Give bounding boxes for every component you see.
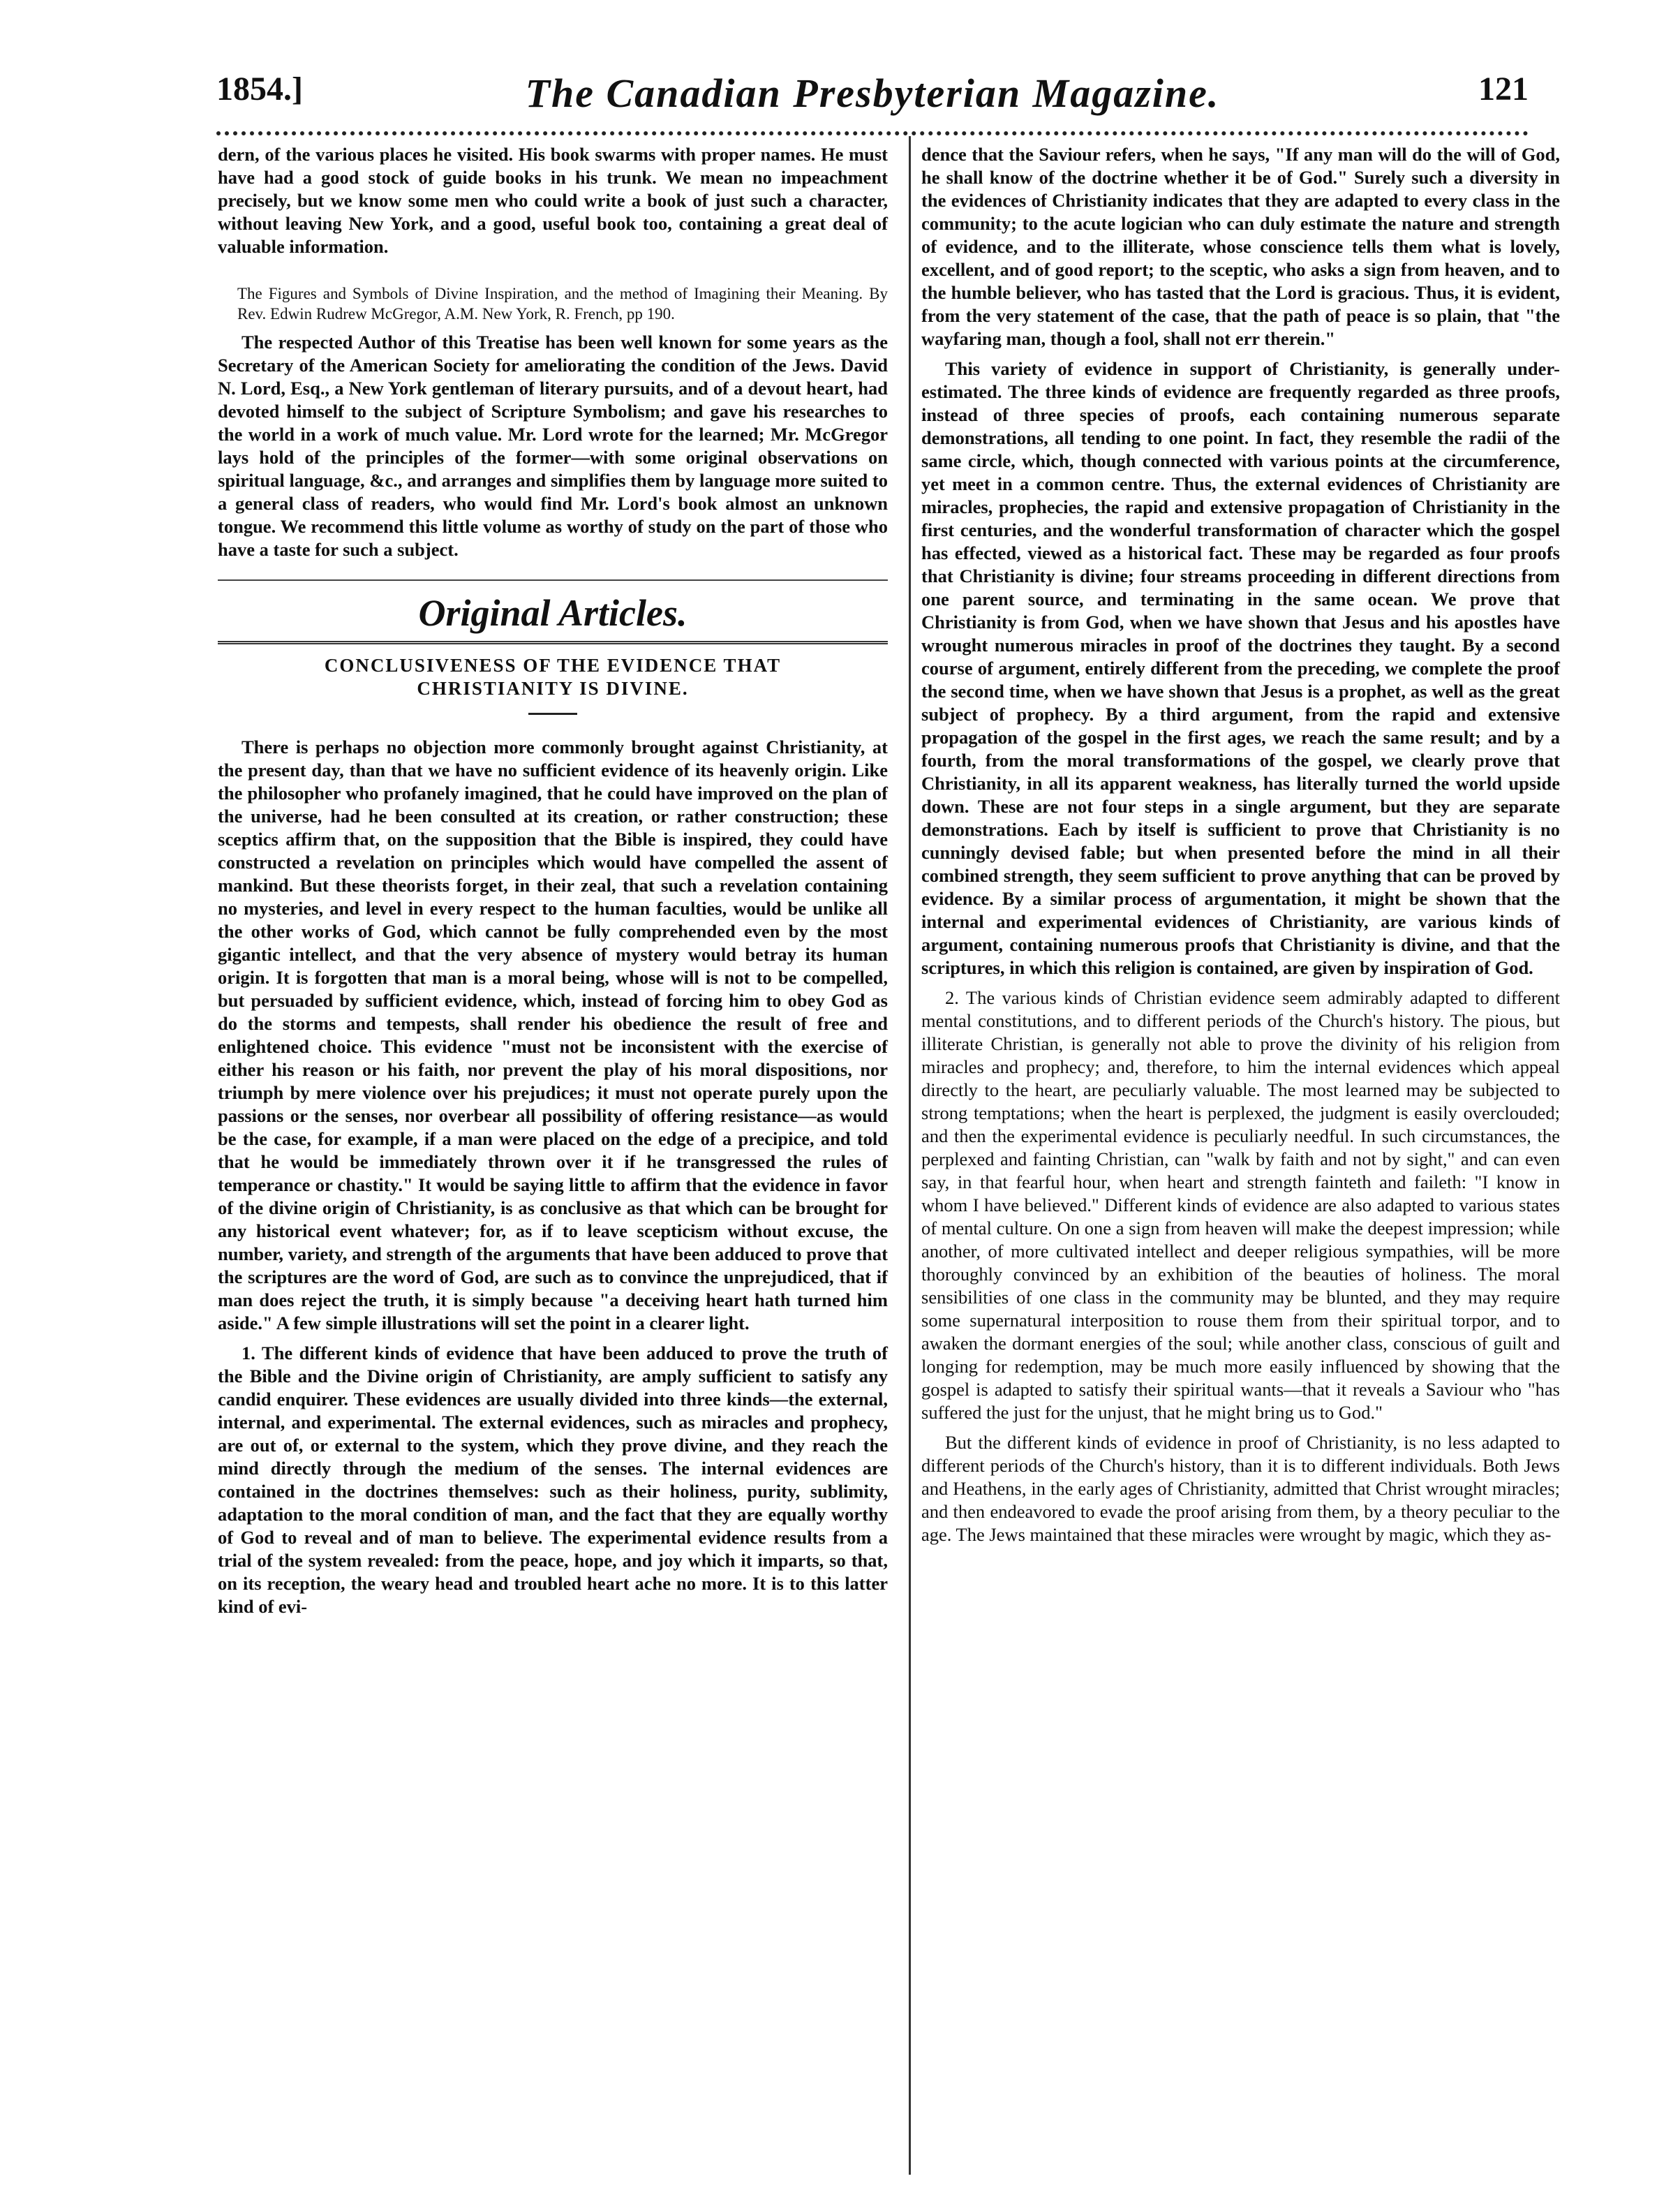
article-paragraph: 2. The various kinds of Christian evidence seem admirably adapted to different mental constitutions, and to different periods of the Church's history. The pious, but illiterate Christian, is generally not able to prove the divinity of his religion from miracles and prophecy; and, therefore, to him the internal evidences which appeal directly to the heart, are peculiarly valuable. The most learned may be subjected to strong temptations; when the heart is perplexed, the judgment is easily overclouded; and then the experimental evidence is peculiarly needful. In such circumstances, the perplexed and fainting Christian, can "walk by faith and not by sight," and can even say, in that fearful hour, when heart and strength fainteth and faileth: "I know in whom I have believed." Different kinds of evidence are also adapted to various states of mental culture. On one a sign from heaven will make the deepest impression; while another, of more cultivated intellect and deeper religious sympathies, will be more thoroughly convinced by an exhibition of the beauties of holiness. The moral sensibilities of one class in the community may be blunted, and they may require some supernatural interposition to rouse them from their spiritual torpor, and to awaken the dormant energies of the soul; while another class, conscious of guilt and longing for redemption, may be much more easily influenced by showing that the gospel is adapted to satisfy their spiritual wants—that it reveals a Saviour who "has suffered the just for the unjust, that he might bring us to God." [921, 987, 1560, 1423]
section-title: Original Articles. [418, 592, 687, 634]
left-column [218, 143, 888, 1625]
column-divider [909, 136, 911, 2175]
header-rule [216, 131, 1529, 135]
article-title: CONCLUSIVENESS OF THE EVIDENCE THAT CHRISTIANITY IS DIVINE. [324, 655, 782, 699]
intro-paragraph: dern, of the various places he visited. His book swarms with proper names. He must have had a good stock of guide books in his trunk. We mean no impeachment precisely, but we know some men who could write a book of just such a character, without leaving New York, and a good, useful book too, containing a great deal of valuable information. [218, 144, 888, 257]
article-title-rule [528, 713, 577, 715]
article-paragraph: But the different kinds of evidence in proof of Christianity, is no less adapted to different periods of the Church's history, than it is to different individuals. Both Jews and Heathens, in the early ages of Christianity, admitted that Christ wrought miracles; and then endeavored to evade the proof arising from them, by a theory peculiar to the age. The Jews maintained that these miracles were wrought by magic, which they as- [921, 1432, 1560, 1545]
review-paragraph: The respected Author of this Treatise has been well known for some years as the Secretary of the American Society for ameliorating the condition of the Jews. David N. Lord, Esq., a New York gentleman of literary pursuits, and of a devout heart, had devoted himself to the subject of Scripture Symbolism; and gave his researches to the world in a work of much value. Mr. Lord wrote for the learned; Mr. McGregor lays hold of the principles of the former—with some original observations on spiritual language, &c., and arranges and simplifies them by language more suited to a general class of readers, who would find Mr. Lord's book almost an unknown tongue. We recommend this little volume as worthy of study on the part of those who have a taste for such a subject. [218, 332, 888, 560]
review-heading: The Figures and Symbols of Divine Inspiration, and the method of Imagining their Meaning. By Rev. Edwin Rudrew McGregor, A.M. New York, R. French, pp 190. [237, 285, 888, 323]
header-date: 1854.] [216, 71, 303, 108]
article-paragraph: 1. The different kinds of evidence that have been adduced to prove the truth of the Bible and the Divine origin of Christianity, are amply sufficient to satisfy any candid enquirer. These evidences are usually divided into three kinds—the external, internal, and experimental. The external evidences, such as miracles and prophecy, are out of, or external to the system, which they prove divine, and they reach the mind directly through the medium of the senses. The internal evidences are contained in the doctrines themselves: such as their holiness, purity, sublimity, adaptation to the moral condition of man, and the fact that they are equally worthy of God to reveal and of man to believe. The experimental evidence results from a trial of the system revealed: from the peace, hope, and joy which it imparts, so that, on its reception, the weary head and troubled heart ache no more. It is to this latter kind of evi- [218, 1343, 888, 1617]
article-paragraph: dence that the Saviour refers, when he says, "If any man will do the will of God, he shall know of the doctrine whether it be of God." Surely such a diversity in the evidences of Christianity indicates that they are adapted to every class in the community; to the acute logician who can duly estimate the nature and strength of evidence, and to the illiterate, whose conscience tells them what is lovely, excellent, and of good report; to the sceptic, who asks a sign from heaven, and to the humble believer, who has tasted that the Lord is gracious. Thus, it is evident, from the very statement of the case, that the path of peace is so plain, that "the wayfaring man, though a fool, shall not err therein." [921, 144, 1560, 349]
article-paragraph: This variety of evidence in support of Christianity, is generally under-estimated. The three kinds of evidence are frequently regarded as three proofs, instead of three species of proofs, each containing numerous separate demonstrations, all tending to one point. In fact, they resemble the radii of the same circle, which, though connected with various points at the circumference, yet meet in a common centre. Thus, the external evidences of Christianity are miracles, prophecies, the rapid and extensive propagation of Christianity in the first centuries, and the wonderful transformation of character which the gospel has effected, viewed as a historical fact. These may be regarded as four proofs that Christianity is divine; four streams proceeding in different directions from one parent source, and terminating in the same ocean. We prove that Christianity is from God, when we have shown that Jesus and his apostles have wrought numerous miracles in proof of the doctrines they taught. By a second course of argument, entirely different from the preceding, we complete the proof the second time, when we have shown that Jesus is a prophet, as well as the great subject of prophecy. By a third argument, from the rapid and extensive propagation of the gospel in the first ages, we reach the same result; and by a fourth, from the moral transformations of the gospel, we clearly prove that Christianity, in all its apparent weakness, has literally turned the world upside down. These are not four steps in a single argument, but they are separate demonstrations. Each by itself is sufficient to prove that Christianity is no cunningly devised fable; but when presented before the mind in all their combined strength, they seem sufficient to prove anything that can be proved by evidence. By a similar process of argumentation, it might be shown that the internal and experimental evidences of Christianity, are various kinds of argument, containing numerous proofs that Christianity is divine, and that the scriptures, in which this religion is contained, are given by inspiration of God. [921, 358, 1560, 978]
page-number: 121 [1478, 71, 1529, 108]
section-separator [218, 579, 888, 581]
magazine-title: The Canadian Presbyterian Magazine. [525, 71, 1220, 116]
page-header [216, 70, 1529, 126]
right-column [921, 143, 1560, 1553]
section-rule [218, 641, 888, 644]
article-paragraph: There is perhaps no objection more commonly brought against Christianity, at the present day, than that we have no sufficient evidence of its heavenly origin. Like the philosopher who profanely imagined, that he could have improved on the plan of the universe, had he been consulted at its creation, or rather construction; these sceptics affirm that, on the supposition that the Bible is inspired, they could have constructed a revelation on principles which would have compelled the assent of mankind. But these theorists forget, in their zeal, that such a revelation containing no mysteries, and level in every respect to the human faculties, would be unlike all the other works of God, which cannot be fully comprehended even by the most gigantic intellect, and that the very absence of mystery would betray its human origin. It is forgotten that man is a moral being, whose will is not to be compelled, but persuaded by sufficient evidence, which, instead of forcing him to obey God as do the storms and tempests, shall render his obedience the result of free and enlightened choice. This evidence "must not be inconsistent with the exercise of either his reason or his faith, nor prevent the play of his moral dispositions, nor triumph by mere violence over his prejudices; it must not operate purely upon the passions or the senses, nor overbear all possibility of offering resistance—as would be the case, for example, if a man were placed on the edge of a precipice, and told that he would be immediately thrown over it if he transgressed the rules of temperance or chastity." It would be saying little to affirm that the evidence in favor of the divine origin of Christianity, is as conclusive as that which can be brought for any historical event whatever; for, as if to leave scepticism without excuse, the number, variety, and strength of the arguments that have been adduced to prove that the scriptures are the word of God, are such as to convince the unprejudiced, that if man does reject the truth, it is simply because "a deceiving heart hath turned him aside." A few simple illustrations will set the point in a clearer light. [218, 737, 888, 1333]
